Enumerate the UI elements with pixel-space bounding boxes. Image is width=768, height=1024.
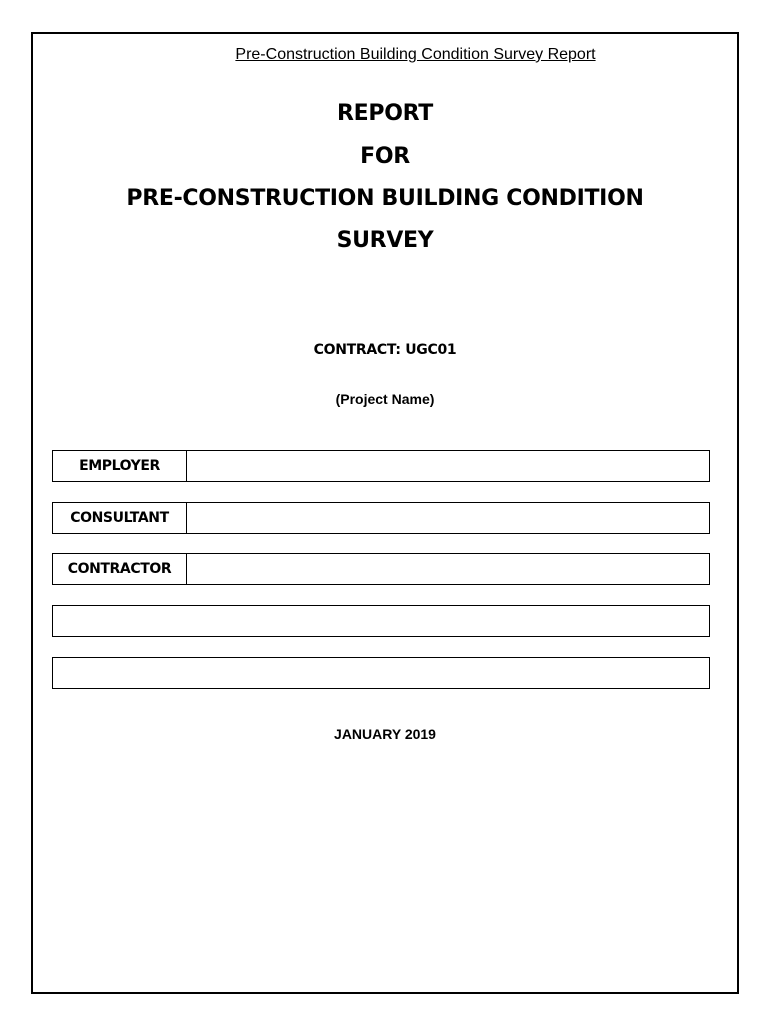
blank-row-1 (52, 605, 710, 637)
blank-row-2-value[interactable] (53, 658, 709, 688)
blank-row-1-value[interactable] (53, 606, 709, 636)
title-line-subject: PRE-CONSTRUCTION BUILDING CONDITION (126, 186, 644, 211)
contract-number: CONTRACT: UGC01 (313, 342, 457, 358)
title-line-for: FOR (360, 144, 410, 169)
contractor-value[interactable] (187, 554, 709, 584)
title-line-report: REPORT (337, 101, 433, 126)
project-name: (Project Name) (335, 391, 435, 407)
employer-row (52, 450, 710, 482)
employer-label: EMPLOYER (53, 451, 187, 481)
employer-value[interactable] (187, 451, 709, 481)
title-line-survey: SURVEY (336, 228, 434, 253)
consultant-label: CONSULTANT (53, 503, 187, 533)
consultant-value[interactable] (187, 503, 709, 533)
blank-row-2 (52, 657, 710, 689)
consultant-row (52, 502, 710, 534)
report-date: JANUARY 2019 (334, 726, 436, 742)
contractor-row (52, 553, 710, 585)
contractor-label: CONTRACTOR (53, 554, 187, 584)
running-header-title: Pre-Construction Building Condition Survey Report (235, 46, 596, 63)
